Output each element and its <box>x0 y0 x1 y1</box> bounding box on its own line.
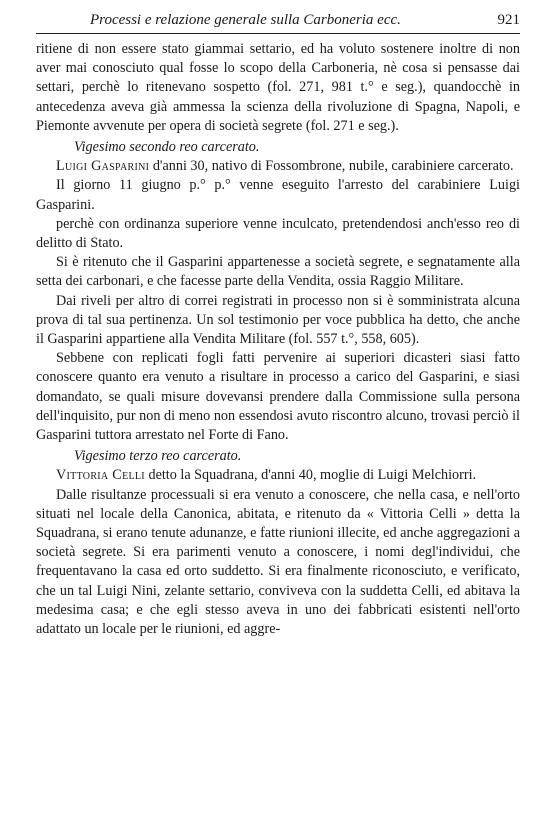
accused-name: Luigi Gasparini <box>56 158 150 175</box>
paragraph: Si è ritenuto che il Gasparini appartenesse a società segrete, e segnatamente alla setta dei carbonari, e che facesse parte della Vendita, ossia Raggio Militare. <box>36 254 520 290</box>
running-header <box>36 12 520 34</box>
page-number: 921 <box>497 12 520 28</box>
accused-name: Vittoria Celli <box>56 467 145 484</box>
paragraph: Dai riveli per altro di correi registrati in processo non si è somministrata alcuna prova di tal sua pertinenza. Un sol testimonio per voce pubblica ha detto, che anche il Gasparini appartiene alla Vendita Militare (fol. 557 t.°, 558, 605). <box>36 292 520 348</box>
paragraph: Il giorno 11 giugno p.° p.° venne eseguito l'arresto del carabiniere Luigi Gasparini. <box>36 177 520 213</box>
accused-details: detto la Squadrana, d'anni 40, moglie di Luigi Melchiorri. <box>144 467 477 484</box>
accused-details: d'anni 30, nativo di Fossombrone, nubile, carabiniere carcerato. <box>149 158 514 175</box>
paragraph: Sebbene con replicati fogli fatti pervenire ai superiori dicasteri siasi fatto conoscere quanto era venuto a risultare in processo a carico del Gasparini, e siasi domandato, se quali misure dovevansi prendere dalla Commissione sulla persona dell'inquisito, pur non di meno non essendosi avuto riscontro alcuno, trovasi perciò il Gasparini tuttora arrestato nel Forte di Fano. <box>36 350 520 444</box>
body-text <box>36 40 520 639</box>
section-heading: Vigesimo secondo reo carcerato. <box>74 139 260 156</box>
section-heading: Vigesimo terzo reo carcerato. <box>74 448 242 465</box>
running-title: Processi e relazione generale sulla Carboneria ecc. <box>90 12 401 28</box>
paragraph: perchè con ordinanza superiore venne inculcato, pretendendosi anch'esso reo di delitto di Stato. <box>36 215 520 252</box>
paragraph-continuation: ritiene di non essere stato giammai settario, ed ha voluto sostenere inoltre di non aver mai conosciuto qual fosse lo scopo della Carboneria, nè cosa si pensasse dai settari, perchè lo ritenevano sospetto (fol. 271, 981 t.° e seg.), quandocchè in antecedenza aveva già ammessa la scienza della rivoluzione di Spagna, Napoli, e Piemonte avvenute per opera di società segrete (fol. 271 e seg.). <box>36 41 520 134</box>
accused-entry <box>36 157 520 176</box>
paragraph: Dalle risultanze processuali si era venuto a conoscere, che nella casa, e nell'orto situati nel locale della Canonica, abitata, e ritenuto da « Vittoria Celli » detta la Squadrana, si erano tenute adunanze, e fatte riunioni illecite, ed anche aggregazioni a società segrete. Si era parimenti venuto a conoscere, i nomi degl'individui, che frequentavano la casa ed orto suddetto. Si era finalmente riconosciuto, e verificato, che un tal Luigi Nini, zelante settario, conviveva con la suddetta Celli, ed abitava la medesima casa; e che egli stesso aveva in uno dei fabbricati esistenti nell'orto adattato un locale per le riunioni, ed aggre- <box>36 486 520 638</box>
document-page <box>36 12 520 639</box>
accused-entry <box>36 466 520 485</box>
